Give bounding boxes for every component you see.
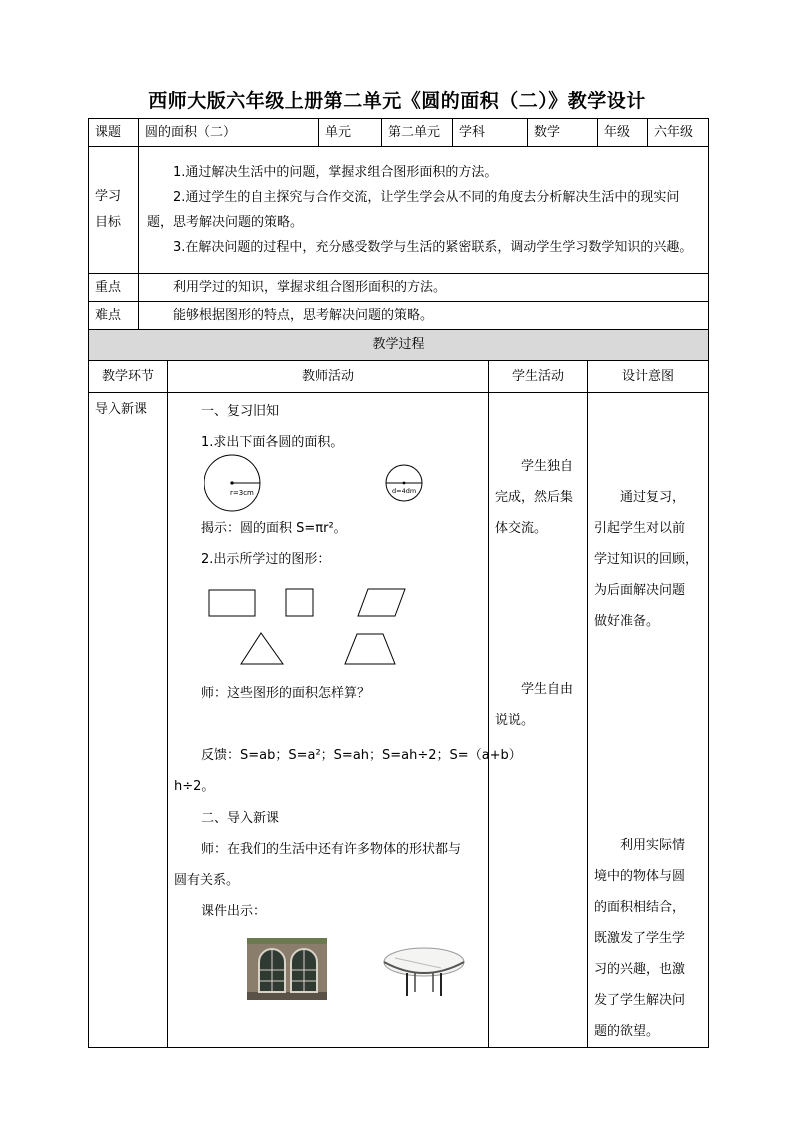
stage-cell — [89, 393, 168, 1048]
grade-value: 六年级 — [648, 119, 709, 147]
design-intent-cell — [588, 393, 709, 1048]
trapezoid-shape — [345, 634, 395, 664]
header-teacher: 教师活动 — [168, 361, 489, 393]
feedback-line2: h÷2。 — [174, 779, 215, 794]
process-table — [88, 329, 709, 1048]
header-stage: 教学环节 — [89, 361, 168, 393]
header-intent: 设计意图 — [588, 361, 709, 393]
difficulty-text: 能够根据图形的特点，思考解决问题的策略。 — [139, 302, 709, 330]
document-title: 西师大版六年级上册第二单元《圆的面积（二）》教学设计 — [148, 90, 646, 112]
student-activity-2: 学生自由 说说。 — [495, 682, 574, 728]
design-intent-2: 利用实际情 境中的物体与圆 的面积相结合， 既激发了学生学 习的兴趣，也激 发了学生解决问 题的欲望。 — [594, 838, 686, 1039]
objective-item: 3.在解决问题的过程中，充分感受数学与生活的紧密联系，调动学生学习数学知识的兴趣。 — [173, 240, 693, 255]
section2-title: 二、导入新课 — [201, 811, 280, 826]
unit-value: 第二单元 — [382, 119, 453, 147]
difficulty-label: 难点 — [89, 302, 139, 330]
student-activity-1: 学生独自 完成，然后集 体交流。 — [495, 459, 574, 536]
design-intent-1: 通过复习， 引起学生对以前 学过知识的回顾， 为后面解决问题 做好准备。 — [594, 490, 699, 629]
teacher-activity-cell — [168, 393, 522, 1048]
grade-label: 年级 — [598, 119, 648, 147]
question2: 2.出示所学过的图形： — [201, 552, 331, 567]
topic-label: 课题 — [89, 119, 139, 147]
objectives-content — [139, 147, 709, 274]
circles-figure — [204, 453, 444, 519]
topic-value: 圆的面积（二） — [139, 119, 319, 147]
intro-line1: 师：在我们的生活中还有许多物体的形状都与 — [201, 842, 462, 857]
circle1-label: r=3cm — [230, 489, 254, 497]
process-band-title: 教学过程 — [89, 330, 709, 361]
objectives-label-line2: 目标 — [95, 215, 122, 230]
info-table — [88, 118, 709, 330]
key-point-label: 重点 — [89, 274, 139, 302]
square-shape — [286, 589, 313, 616]
section1-title: 一、复习旧知 — [201, 404, 280, 419]
area-formula-reveal: 揭示：圆的面积 S=πr²。 — [201, 521, 347, 536]
objective-item: 1.通过解决生活中的问题，掌握求组合图形面积的方法。 — [173, 165, 498, 180]
key-point-text: 利用学过的知识，掌握求组合图形面积的方法。 — [139, 274, 709, 302]
subject-value: 数学 — [528, 119, 598, 147]
unit-label: 单元 — [319, 119, 382, 147]
feedback-line1: 反馈：S=ab；S=a²；S=ah；S=ah÷2；S=（a+b） — [201, 748, 522, 763]
rectangle-shape — [209, 590, 255, 616]
teacher-question: 师：这些图形的面积怎样算？ — [201, 686, 371, 701]
objectives-label-line1: 学习 — [95, 189, 122, 204]
student-activity-cell — [489, 393, 588, 1048]
arched-windows-photo — [247, 938, 327, 1000]
shapes-figure — [204, 583, 444, 683]
round-table-photo — [381, 940, 467, 1000]
parallelogram-shape — [358, 589, 405, 616]
question1: 1.求出下面各圆的面积。 — [201, 435, 344, 450]
subject-label: 学科 — [453, 119, 528, 147]
intro-line2: 圆有关系。 — [174, 873, 240, 888]
stage-name: 导入新课 — [95, 402, 148, 417]
objective-item: 2.通过学生的自主探究与合作交流，让学生学会从不同的角度去分析解决生活中的现实问题，思考解决问题的策略。 — [147, 190, 680, 230]
courseware-label: 课件出示： — [201, 904, 267, 919]
header-student: 学生活动 — [489, 361, 588, 393]
circle2-label: d=4dm — [392, 487, 417, 495]
triangle-shape — [241, 633, 283, 664]
objectives-label — [89, 147, 139, 274]
